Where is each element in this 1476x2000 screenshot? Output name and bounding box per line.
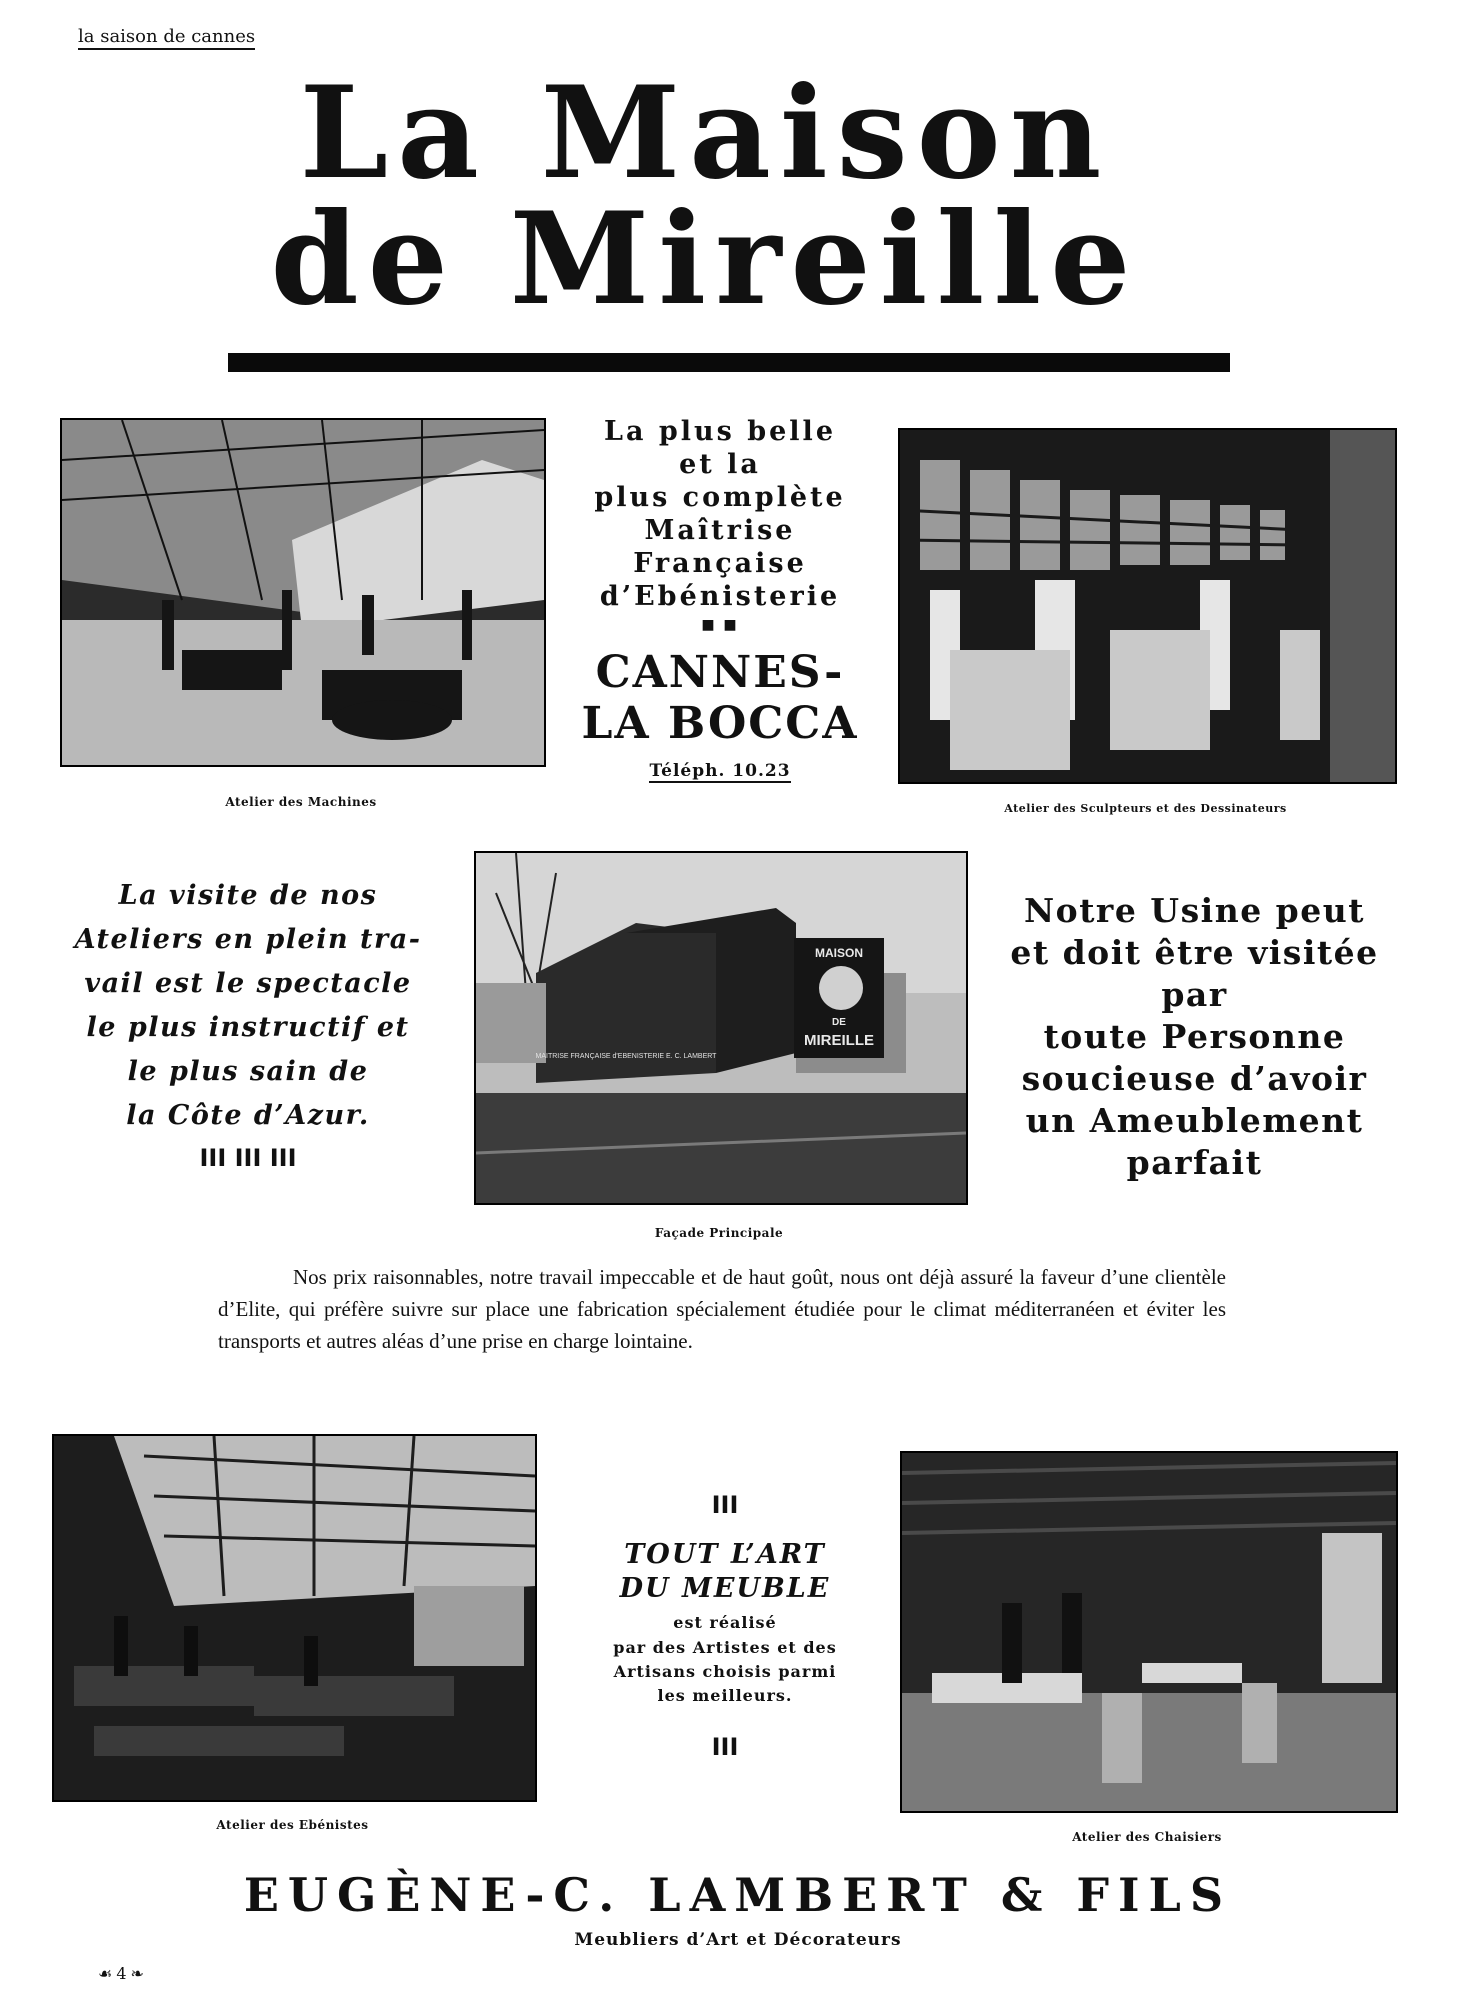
center-bottom-text [560, 1490, 890, 1762]
center-bottom-line-1: est réalisé [673, 1613, 777, 1632]
left-middle-ornament: III III III [199, 1144, 297, 1172]
right-middle-line-1: Notre Usine peut [1024, 891, 1365, 930]
center-top-line-3: plus complète [594, 482, 846, 513]
facade-sign-top: MAISON [815, 946, 863, 960]
photo-atelier-ebenistes [52, 1434, 537, 1802]
telephone: Téléph. 10.23 [649, 761, 791, 781]
center-bottom-ornament-bottom: III [711, 1733, 739, 1761]
left-middle-line-1: La visite de nos [118, 880, 378, 911]
page-number-block [98, 1964, 144, 1983]
right-middle-line-3: par [1161, 975, 1228, 1014]
page-number: 4 [116, 1964, 127, 1983]
center-top-line-4: Maîtrise [644, 515, 796, 546]
ornament-icon: ☙ [98, 1964, 113, 1983]
photo-atelier-machines [60, 418, 546, 767]
caption-atelier-ebenistes: Atelier des Ebénistes [216, 1818, 369, 1832]
center-top-line-1: La plus belle [604, 416, 836, 447]
center-bottom-ornament-top: III [711, 1491, 739, 1519]
caption-atelier-sculpteurs: Atelier des Sculpteurs et des Dessinateurs [1004, 802, 1287, 815]
right-middle-line-6: un Ameublement [1025, 1101, 1364, 1140]
center-top-line-6: d’Ebénisterie [599, 581, 841, 612]
company-tagline: Meubliers d’Art et Décorateurs [574, 1930, 902, 1950]
photo-atelier-chaisiers [900, 1451, 1398, 1813]
center-top-line-2: et la [679, 449, 761, 480]
center-top-text [545, 415, 895, 783]
city-line-2: LA BOCCA [581, 698, 859, 749]
right-middle-line-5: soucieuse d’avoir [1021, 1059, 1368, 1098]
body-paragraph: Nos prix raisonnables, notre travail impeccable et de haut goût, nous ont déjà assuré la faveur d’une clientèle d’Elite, qui préfère suivre sur place une fabrication spécialement étudiée pour le climat méditerranéen et éviter les transports et autres aléas d’une prise en charge lointaine. [218, 1265, 1226, 1353]
center-top-ornament: ■ ■ [701, 617, 739, 633]
left-middle-line-4: le plus instructif et [86, 1012, 410, 1043]
caption-atelier-chaisiers: Atelier des Chaisiers [1072, 1830, 1222, 1844]
title-line-2: de Mireille [270, 185, 1140, 333]
facade-building-sign: MAITRISE FRANÇAISE d'EBENISTERIE E. C. LAMBERT [535, 1053, 717, 1060]
center-top-line-5: Française [633, 548, 807, 579]
caption-atelier-machines: Atelier des Machines [225, 795, 377, 809]
title-rule [228, 353, 1230, 372]
center-bottom-line-3: Artisans choisis parmi [613, 1662, 837, 1681]
right-middle-line-2: et doit être visitée [1010, 933, 1379, 972]
page-title [160, 59, 1250, 333]
left-middle-line-5: le plus sain de [127, 1056, 369, 1087]
center-bottom-headline-2: DU MEUBLE [619, 1573, 831, 1604]
center-bottom-line-2: par des Artistes et des [613, 1638, 837, 1657]
company-name: EUGÈNE-C. LAMBERT & FILS [243, 1868, 1233, 1922]
city-line-1: CANNES- [595, 647, 845, 698]
left-middle-line-2: Ateliers en plein tra- [74, 924, 422, 955]
center-bottom-headline-1: TOUT L’ART [624, 1539, 826, 1570]
facade-sign-bottom: MIREILLE [804, 1032, 874, 1049]
title-line-1: La Maison [299, 59, 1111, 207]
running-head: la saison de cannes [78, 26, 255, 50]
facade-sign-de: DE [832, 1017, 846, 1028]
caption-facade-principale: Façade Principale [654, 1226, 784, 1240]
left-middle-text [48, 874, 448, 1178]
photo-atelier-sculpteurs [898, 428, 1397, 784]
center-bottom-line-4: les meilleurs. [657, 1686, 793, 1705]
right-middle-line-7: parfait [1126, 1143, 1263, 1182]
ornament-icon: ❧ [130, 1964, 144, 1983]
left-middle-line-6: la Côte d’Azur. [126, 1100, 370, 1131]
right-middle-line-4: toute Personne [1043, 1017, 1346, 1056]
right-middle-text [982, 890, 1407, 1184]
photo-facade-principale [474, 851, 968, 1205]
left-middle-line-3: vail est le spectacle [84, 968, 412, 999]
